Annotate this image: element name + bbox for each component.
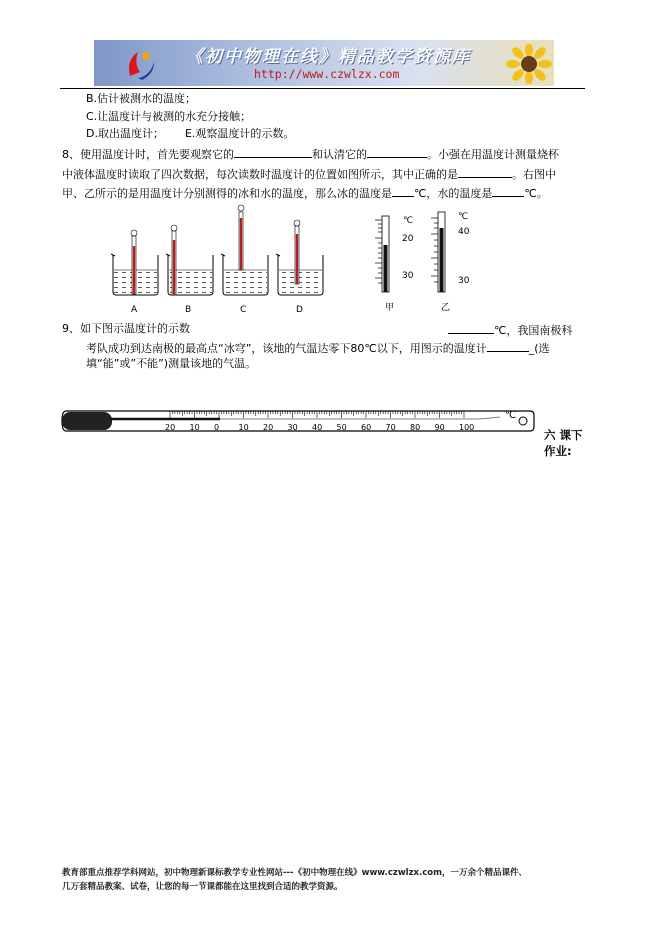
thermometer-yi-tick-top: 40 bbox=[458, 227, 470, 237]
q9-line-1-start: 9、如下图示温度计的示数 bbox=[62, 322, 190, 335]
tick-label: 20 bbox=[263, 423, 274, 432]
header-banner bbox=[94, 40, 554, 86]
footer-line-2: 几万套精品教案、试卷，让您的每一节课都能在这里找到合适的教学资源。 bbox=[62, 882, 343, 892]
q9-text: _(选 bbox=[528, 342, 550, 355]
tick-label: 50 bbox=[336, 423, 347, 432]
tick-label: 10 bbox=[189, 423, 200, 432]
beaker-label-b: B bbox=[185, 305, 192, 315]
site-logo-icon bbox=[124, 46, 158, 82]
beaker-label-a: A bbox=[131, 305, 138, 315]
tick-label: 70 bbox=[385, 423, 396, 432]
q8-text: ℃，水的温度是 bbox=[414, 187, 493, 200]
q7-option-e: E.观察温度计的示数。 bbox=[184, 127, 295, 140]
q8-text: 和认清它的 bbox=[312, 148, 367, 161]
tick-label: 10 bbox=[238, 423, 249, 432]
q8-text: ℃。 bbox=[524, 187, 548, 200]
thermometer-jia-tick-bottom: 30 bbox=[402, 271, 414, 281]
thermometer-jia bbox=[375, 216, 389, 292]
q9-text: 考队成功到达南极的最高点“冰穹”，该地的气温达零下80℃以下，用图示的温度计 bbox=[86, 342, 487, 355]
answer-blank[interactable] bbox=[367, 146, 427, 158]
beaker-a bbox=[111, 230, 158, 295]
footer-line-1: 教育部重点推荐学科网站，初中物理新课标教学专业性网站---《初中物理在线》www.czwlzx.com，一万余个精品课件、 bbox=[62, 868, 527, 878]
tick-label: 90 bbox=[434, 423, 445, 432]
section-heading bbox=[544, 427, 583, 459]
q7-option-d: D.取出温度计； bbox=[86, 127, 164, 140]
tick-label: 0 bbox=[214, 423, 220, 432]
beaker-d bbox=[276, 220, 323, 295]
q8-text: 甲、乙所示的是用温度计分别测得的冰和水的温度，那么冰的温度是 bbox=[62, 187, 392, 200]
banner-title: 《初中物理在线》精品教学资源库 bbox=[186, 47, 471, 67]
q8-text: 中液体温度时读取了四次数据，每次读数时温度计的位置如图所示，其中正确的是 bbox=[62, 168, 458, 181]
tick-label: 30 bbox=[287, 423, 298, 432]
thermometer-yi-unit: ℃ bbox=[458, 212, 469, 222]
q8-text: 。小强在用温度计测量烧杯 bbox=[427, 148, 559, 161]
q9-line-1-end bbox=[448, 322, 572, 338]
section-heading-line-1: 六 课下 bbox=[544, 428, 583, 442]
thermometer-jia-unit: ℃ bbox=[403, 216, 414, 226]
q8-line-3 bbox=[62, 185, 548, 201]
answer-blank[interactable] bbox=[448, 322, 494, 334]
thermometer-yi-label: 乙 bbox=[441, 303, 451, 313]
tick-label: 40 bbox=[312, 423, 323, 432]
section-heading-line-2: 作业: bbox=[544, 444, 572, 458]
q7-options-de bbox=[86, 127, 294, 141]
q8-line-1 bbox=[62, 146, 559, 162]
long-thermometer-unit: ℃ bbox=[505, 410, 517, 421]
header-rule bbox=[60, 88, 585, 89]
tick-label: 60 bbox=[361, 423, 372, 432]
q9-line-3: 填“能”或”不能”)测量该地的气温。 bbox=[86, 357, 257, 370]
banner-url: http://www.czwlzx.com bbox=[254, 67, 400, 81]
beaker-label-c: C bbox=[240, 305, 247, 315]
beaker-label-d: D bbox=[296, 305, 303, 315]
tick-label: 100 bbox=[459, 423, 475, 432]
beaker-b bbox=[166, 225, 213, 295]
q8-text: 。右图中 bbox=[512, 168, 556, 181]
answer-blank[interactable] bbox=[458, 166, 512, 178]
q8-text: 8、使用温度计时，首先要观察它的 bbox=[62, 148, 234, 161]
q9-line-2 bbox=[86, 340, 550, 356]
beakers-figure bbox=[105, 200, 335, 315]
q7-option-b: B.估计被测水的温度； bbox=[86, 92, 197, 105]
q7-option-c: C.让温度计与被测的水充分接触； bbox=[86, 110, 252, 123]
tick-label: 80 bbox=[410, 423, 421, 432]
beaker-c bbox=[221, 205, 268, 295]
sunflower-icon bbox=[506, 44, 552, 84]
q9-text: ℃，我国南极科 bbox=[494, 324, 573, 337]
answer-blank[interactable] bbox=[487, 340, 529, 352]
answer-blank[interactable] bbox=[234, 146, 312, 158]
thermometer-yi bbox=[431, 212, 445, 292]
thermometer-jia-tick-top: 20 bbox=[402, 234, 414, 244]
thermometer-yi-tick-bottom: 30 bbox=[458, 276, 470, 286]
tick-label: 20 bbox=[165, 423, 176, 432]
q8-line-2 bbox=[62, 166, 556, 182]
thermometer-jia-label: 甲 bbox=[385, 303, 395, 313]
answer-blank[interactable] bbox=[492, 185, 524, 197]
answer-blank[interactable] bbox=[392, 185, 414, 197]
